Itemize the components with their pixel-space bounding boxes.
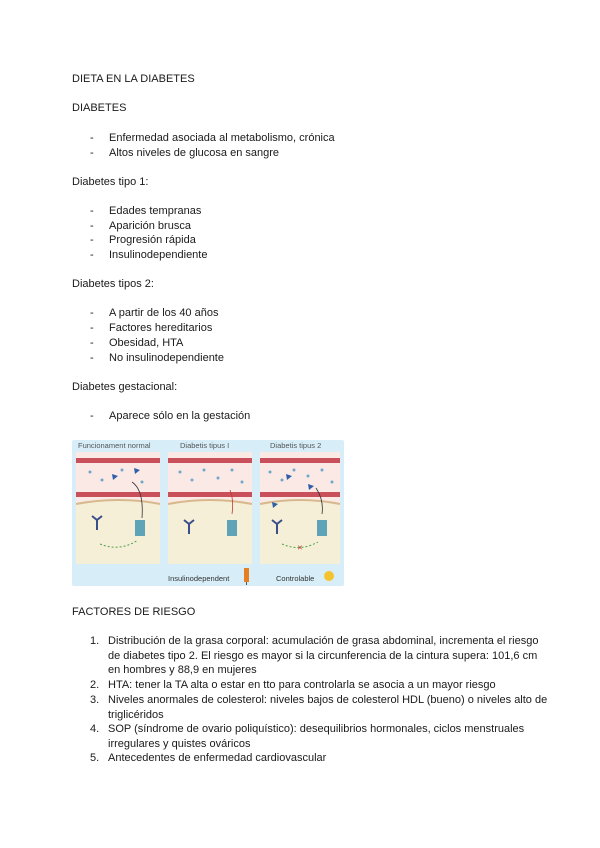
tipo1-heading: Diabetes tipo 1: xyxy=(72,176,149,188)
svg-text:✕: ✕ xyxy=(297,544,303,552)
smiley-icon xyxy=(324,571,334,581)
gestacional-heading: Diabetes gestacional: xyxy=(72,381,178,393)
panel-title: Diabetis tipus I xyxy=(180,441,230,450)
diabetes-diagram-svg xyxy=(72,440,344,586)
panel-title: Funcionament normal xyxy=(78,441,151,450)
page-title: DIETA EN LA DIABETES xyxy=(72,73,195,85)
diabetes-illustration xyxy=(72,440,344,586)
figure-label: Insulinodependent xyxy=(168,574,230,583)
panel-normal xyxy=(76,452,160,564)
tipo2-heading: Diabetes tipos 2: xyxy=(72,278,154,290)
factores-heading: FACTORES DE RIESGO xyxy=(72,606,196,618)
syringe-icon xyxy=(244,568,249,585)
panel-title: Diabetis tipus 2 xyxy=(270,441,322,450)
diabetes-heading: DIABETES xyxy=(72,102,127,114)
panel-tipus-2 xyxy=(260,452,340,564)
figure-label: Controlable xyxy=(276,574,315,583)
panel-tipus-1 xyxy=(168,452,252,564)
